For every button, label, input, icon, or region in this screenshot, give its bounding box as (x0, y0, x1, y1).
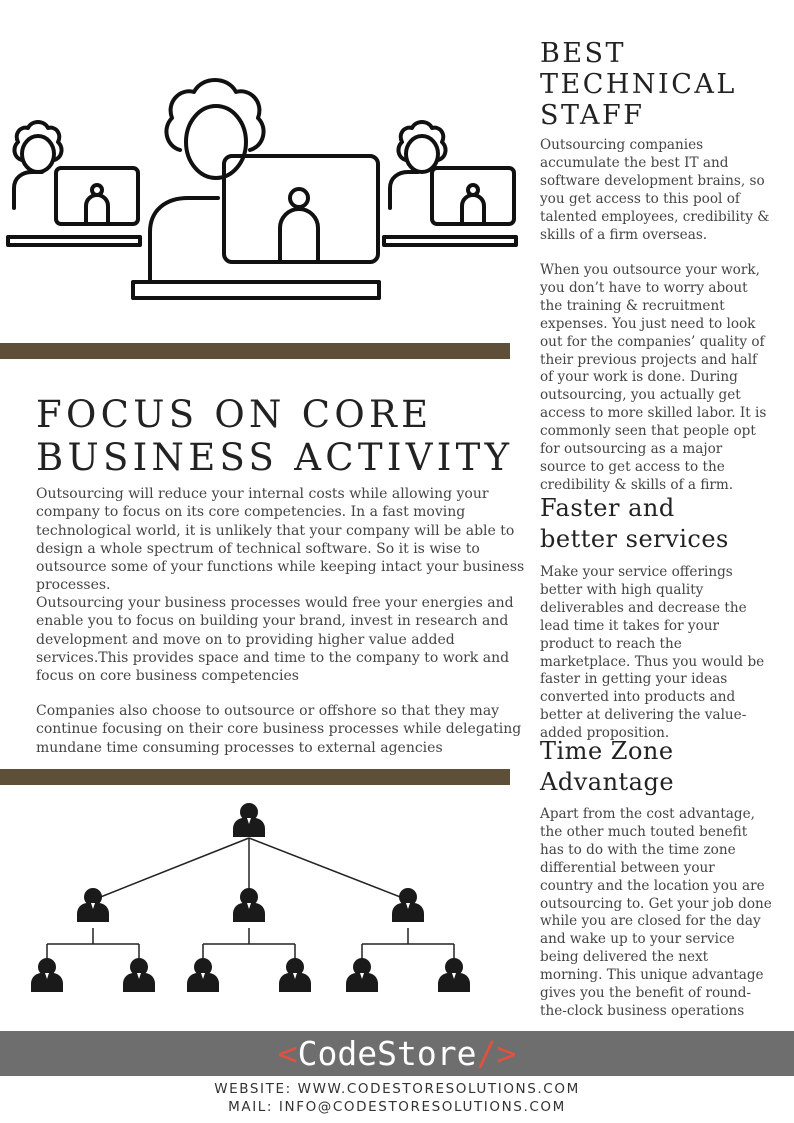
core-paragraph-2: Outsourcing your business processes would free your energies and enable you to focus on building your brand, invest in research and development and move on to providing higher value added services.This provides space and time to the company to work and focus on core business competencies (36, 595, 514, 685)
core-paragraph-3: Companies also choose to outsource or offshore so that they may continue focusing on their core business processes while delegating mundane time consuming processes to external agencies (36, 703, 522, 756)
small-person-left-icon (8, 122, 140, 245)
footer-mail[interactable]: MAIL: INFO@CODESTORESOLUTIONS.COM (228, 1099, 566, 1115)
brand-name: CodeStore (297, 1034, 477, 1073)
section-title-time-zone (540, 736, 780, 798)
title-line: STAFF (540, 100, 645, 131)
people-at-computers-icon (0, 70, 530, 310)
section-title-focus-core (36, 393, 516, 479)
brand-logo (0, 1031, 794, 1076)
staff-paragraph-1: Outsourcing companies accumulate the best IT and software development brains, so you get access to this pool of talented employees, credibility & skills of a firm overseas. (540, 137, 770, 243)
person-icon (392, 888, 424, 922)
core-paragraph-1: Outsourcing will reduce your internal costs while allowing your company to focus on its core competencies. In a fast moving technological world, it is unlikely that your company will be able to design a whole spectrum of technical software. So it is wise to outsource some of your functions while keeping intact your business processes. (36, 486, 525, 594)
person-icon (233, 803, 265, 837)
brand-close-bracket: /> (476, 1034, 517, 1073)
brand-open-bracket: < (277, 1034, 298, 1073)
title-line: Faster and (540, 494, 675, 522)
faster-paragraph: Make your service offerings better with high quality deliverables and decrease the lead time it takes for your product to reach the marketplace. Thus you would be faster in getting your ideas converted into products and better at delivering the value-added proposition. (540, 564, 765, 742)
person-icon (187, 958, 219, 992)
org-chart-icon (20, 800, 500, 1000)
person-icon (123, 958, 155, 992)
title-line: BUSINESS ACTIVITY (36, 436, 514, 479)
person-icon (233, 888, 265, 922)
person-icon (346, 958, 378, 992)
title-line: Advantage (540, 768, 675, 796)
divider-bar-bottom (0, 769, 510, 785)
timezone-paragraph: Apart from the cost advantage, the other much touted benefit has to do with the time zone differential between your country and the location you are outsourcing to. Get your job done while you are closed for the day and wake up to your service being delivered the next morning. This unique advantage gives you the benefit of round-the-clock business operations (540, 806, 772, 1019)
title-line: FOCUS ON CORE (36, 393, 433, 436)
small-person-right-icon (384, 122, 516, 245)
person-icon (438, 958, 470, 992)
footer-website[interactable]: WEBSITE: WWW.CODESTORESOLUTIONS.COM (214, 1081, 580, 1097)
big-person-center-icon (133, 80, 379, 298)
title-line: BEST (540, 38, 627, 69)
staff-paragraph-2: When you outsource your work, you don’t have to worry about the training & recruitment expenses. You just need to look out for the companies’ quality of their previous projects and half of your work is done. During outsourcing, you actually get access to more skilled labor. It is commonly seen that people opt for outsourcing as a major source to get access to the credibility & skills of a firm. (540, 262, 767, 493)
title-line: better services (540, 525, 729, 553)
person-icon (279, 958, 311, 992)
divider-bar-top (0, 343, 510, 359)
person-icon (77, 888, 109, 922)
title-line: TECHNICAL (540, 69, 737, 100)
title-line: Time Zone (540, 737, 674, 765)
section-title-best-technical-staff (540, 38, 780, 131)
section-title-faster-services (540, 493, 780, 555)
person-icon (31, 958, 63, 992)
